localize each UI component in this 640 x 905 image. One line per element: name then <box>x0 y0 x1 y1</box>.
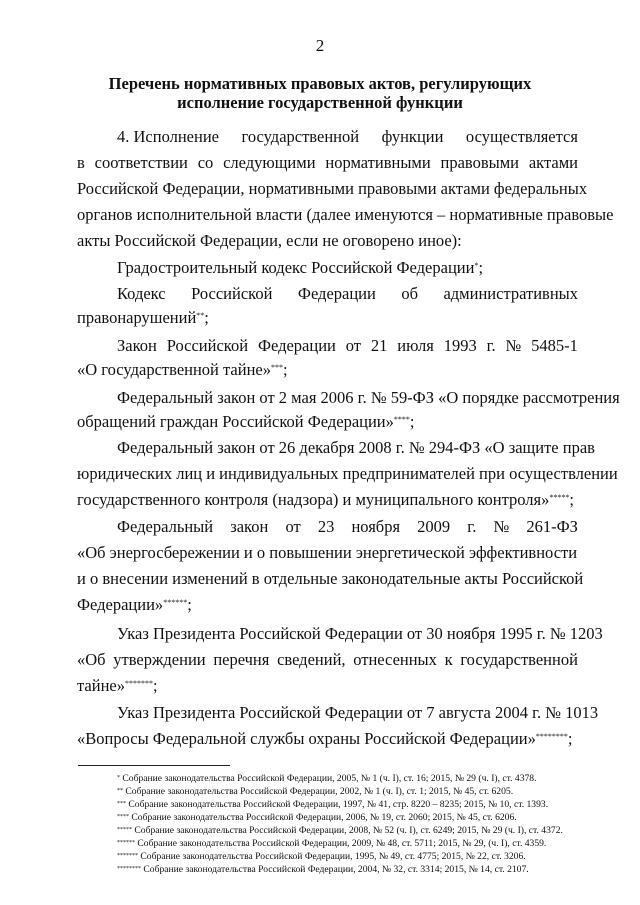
page-number: 2 <box>315 36 325 55</box>
footnote-5: ***** Собрание законодательства Российской Федерации, 2008, № 52 (ч. I), ст. 6249; 2015, № 29 (ч. I), ст. 4372. <box>117 825 563 836</box>
footnote-7: ******* Собрание законодательства Российской Федерации, 1995, № 49, ст. 4775; 2015, № 22, ст. 3206. <box>117 851 526 862</box>
intro-line-5: акты Российской Федерации, если не оговорено иное): <box>77 231 462 250</box>
act-59fz-line-1: Федеральный закон от 2 мая 2006 г. № 59-ФЗ «О порядке рассмотрения <box>117 388 620 407</box>
intro-line-1: 4. Исполнение государственной функции осуществляется <box>117 127 578 146</box>
act-decree-1013-line-1: Указ Президента Российской Федерации от 7 августа 2004 г. № 1013 <box>117 703 599 722</box>
act-59fz-line-2: обращений граждан Российской Федерации»****; <box>77 412 415 431</box>
title-line-2: исполнение государственной функции <box>177 93 463 112</box>
footnote-4: **** Собрание законодательства Российской Федерации, 2006, № 19, ст. 2060; 2015, № 45, ст. 6206. <box>117 812 517 823</box>
act-decree-1203-line-3: тайне»*******; <box>77 676 158 695</box>
title-line-1: Перечень нормативных правовых актов, регулирующих <box>108 74 532 93</box>
act-294fz-line-3: государственного контроля (надзора) и муниципального контроля»*****; <box>77 490 574 509</box>
act-294fz-line-2: юридических лиц и индивидуальных предпринимателей при осуществлении <box>77 464 618 483</box>
intro-line-2: в соответствии со следующими нормативными правовыми актами <box>77 153 578 172</box>
act-294fz-line-1: Федеральный закон от 26 декабря 2008 г. № 294-ФЗ «О защите прав <box>117 438 595 457</box>
act-decree-1203-line-2: «Об утверждении перечня сведений, отнесенных к государственной <box>77 650 578 669</box>
intro-line-3: Российской Федерации, нормативными правовыми актами федеральных <box>77 179 588 198</box>
footnote-8: ******** Собрание законодательства Российской Федерации, 2004, № 32, ст. 3314; 2015, № 14, ст. 2107. <box>117 864 529 875</box>
footnote-2: ** Собрание законодательства Российской Федерации, 2002, № 1 (ч. I), ст. 1; 2015, № 45, ст. 6205. <box>117 786 514 797</box>
act-state-secret-law-line-1: Закон Российской Федерации от 21 июля 1993 г. № 5485-1 <box>117 336 578 355</box>
act-261fz-line-1: Федеральный закон от 23 ноября 2009 г. № 261-ФЗ <box>117 517 578 536</box>
intro-line-4: органов исполнительной власти (далее именуются – нормативные правовые <box>77 205 614 224</box>
act-decree-1013-line-2: «Вопросы Федеральной службы охраны Российской Федерации»********; <box>77 729 573 748</box>
act-state-secret-law-line-2: «О государственной тайне»***; <box>77 360 288 379</box>
act-admin-code-line-1: Кодекс Российской Федерации об административных <box>117 284 578 303</box>
act-261fz-line-3: и о внесении изменений в отдельные законодательные акты Российской <box>77 569 584 588</box>
footnote-1: * Собрание законодательства Российской Федерации, 2005, № 1 (ч. I), ст. 16; 2015, № 29 (ч. I), ст. 4378. <box>117 773 537 784</box>
footnote-separator <box>78 765 230 766</box>
document-title <box>0 74 640 112</box>
footnote-3: *** Собрание законодательства Российской Федерации, 1997, № 41, стр. 8220 – 8235; 2015, № 10, ст. 1393. <box>117 799 549 810</box>
footnote-6: ****** Собрание законодательства Российской Федерации, 2009, № 48, ст. 5711; 2015, № 29, (ч. I), ст. 4359. <box>117 838 547 849</box>
act-decree-1203-line-1: Указ Президента Российской Федерации от 30 ноября 1995 г. № 1203 <box>117 624 603 643</box>
act-261fz-line-2: «Об энергосбережении и о повышении энергетической эффективности <box>77 543 578 562</box>
act-admin-code-line-2: правонарушений**; <box>77 308 209 327</box>
act-urban-planning-code: Градостроительный кодекс Российской Федерации*; <box>117 258 484 277</box>
act-261fz-line-4: Федерации»******; <box>77 595 192 614</box>
